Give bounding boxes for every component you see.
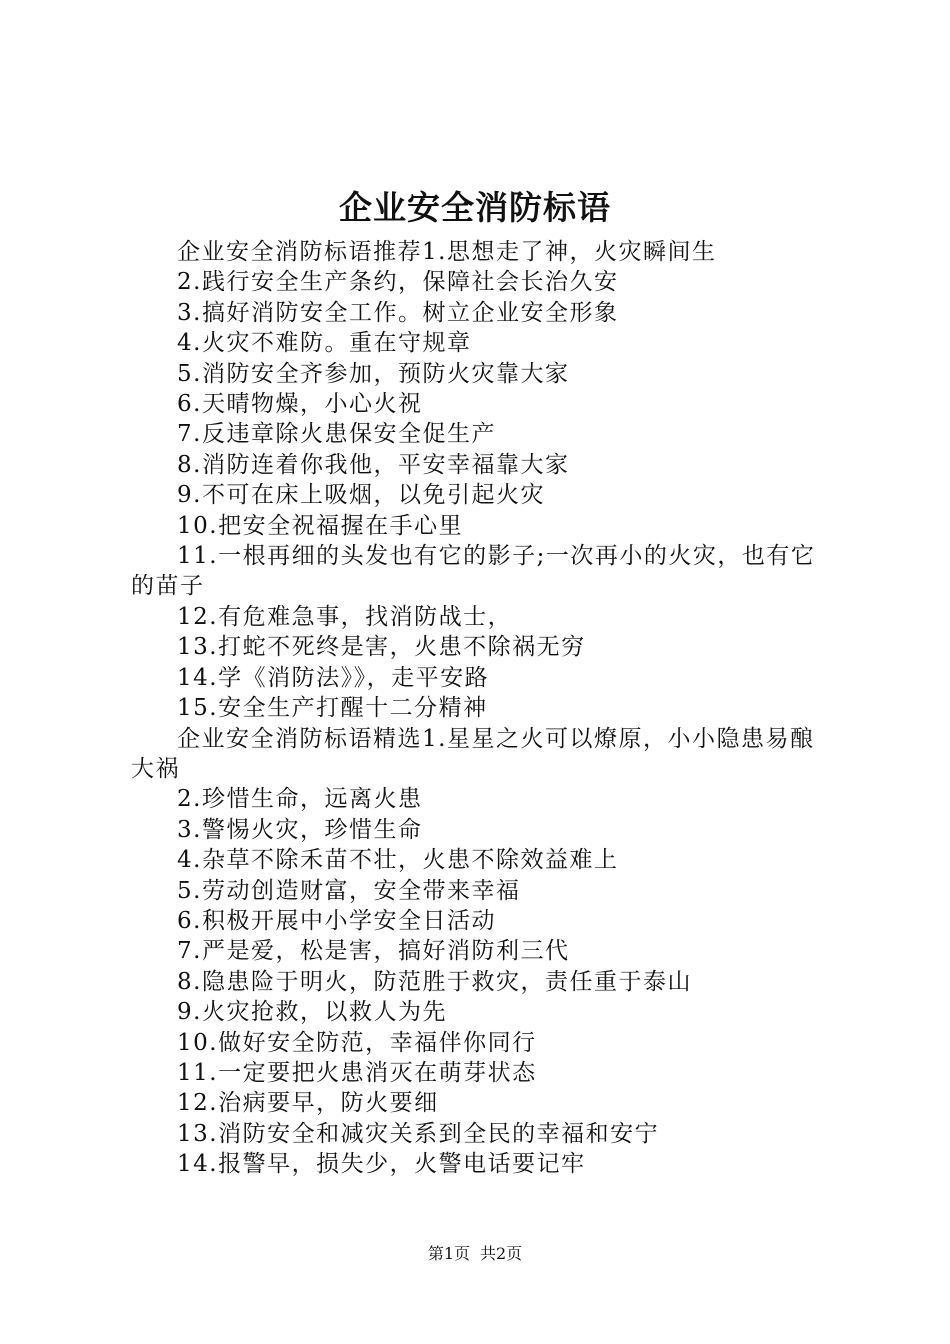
- text-line: 2.珍惜生命，远离火患: [177, 786, 423, 813]
- text-line: 9.火灾抢救，以救人为先: [177, 999, 447, 1026]
- page-number-current: 第1页: [427, 1244, 470, 1263]
- text-line: 6.天晴物燥，小心火祝: [177, 391, 423, 418]
- text-line: 7.反违章除火患保安全促生产: [177, 421, 496, 448]
- text-line: 8.隐患险于明火，防范胜于救灾，责任重于泰山: [177, 968, 692, 995]
- text-line: 3.搞好消防安全工作。树立企业安全形象: [177, 299, 619, 326]
- text-line: 5.消防安全齐参加，预防火灾靠大家: [177, 360, 570, 387]
- document-body: [131, 237, 831, 1180]
- text-line: 4.火灾不难防。重在守规章: [177, 330, 472, 357]
- text-line: 11.一定要把火患消灭在萌芽状态: [177, 1059, 537, 1086]
- text-line: 10.做好安全防范，幸福伴你同行: [177, 1029, 537, 1056]
- text-line: 企业安全消防标语推荐1.思想走了神，火灾瞬间生: [177, 239, 717, 265]
- text-line: 13.消防安全和减灾关系到全民的幸福和安宁: [177, 1120, 660, 1147]
- text-line: 13.打蛇不死终是害，火患不除祸无穷: [177, 634, 586, 661]
- text-line: 12.治病要早，防火要细: [177, 1090, 439, 1117]
- text-line: 企业安全消防标语精选1.星星之火可以燎原，小小隐患易酿大祸: [131, 725, 815, 782]
- text-line: 7.严是爱，松是害，搞好消防利三代: [177, 938, 570, 965]
- text-line: 15.安全生产打醒十二分精神: [177, 695, 488, 722]
- text-line: 10.把安全祝福握在手心里: [177, 512, 464, 539]
- text-line: 14.报警早，损失少，火警电话要记牢: [177, 1151, 586, 1178]
- text-line: 4.杂草不除禾苗不壮，火患不除效益难上: [177, 847, 619, 874]
- text-line: 9.不可在床上吸烟，以免引起火灾: [177, 482, 545, 509]
- text-line: 5.劳动创造财富，安全带来幸福: [177, 877, 521, 904]
- page-footer: [0, 1244, 950, 1264]
- text-line: 14.学《消防法》》，走平安路: [177, 664, 490, 691]
- text-line: 3.警惕火灾，珍惜生命: [177, 816, 423, 843]
- document-title: 企业安全消防标语: [339, 188, 611, 227]
- text-line: 2.践行安全生产条约，保障社会长治久安: [177, 269, 619, 296]
- text-line: 11.一根再细的头发也有它的影子;一次再小的火灾，也有它的苗子: [131, 543, 816, 600]
- text-line: 12.有危难急事，找消防战士，: [177, 603, 513, 630]
- text-line: 6.积极开展中小学安全日活动: [177, 907, 496, 934]
- text-line: 8.消防连着你我他，平安幸福靠大家: [177, 451, 570, 478]
- page-number-total: 共2页: [480, 1244, 523, 1263]
